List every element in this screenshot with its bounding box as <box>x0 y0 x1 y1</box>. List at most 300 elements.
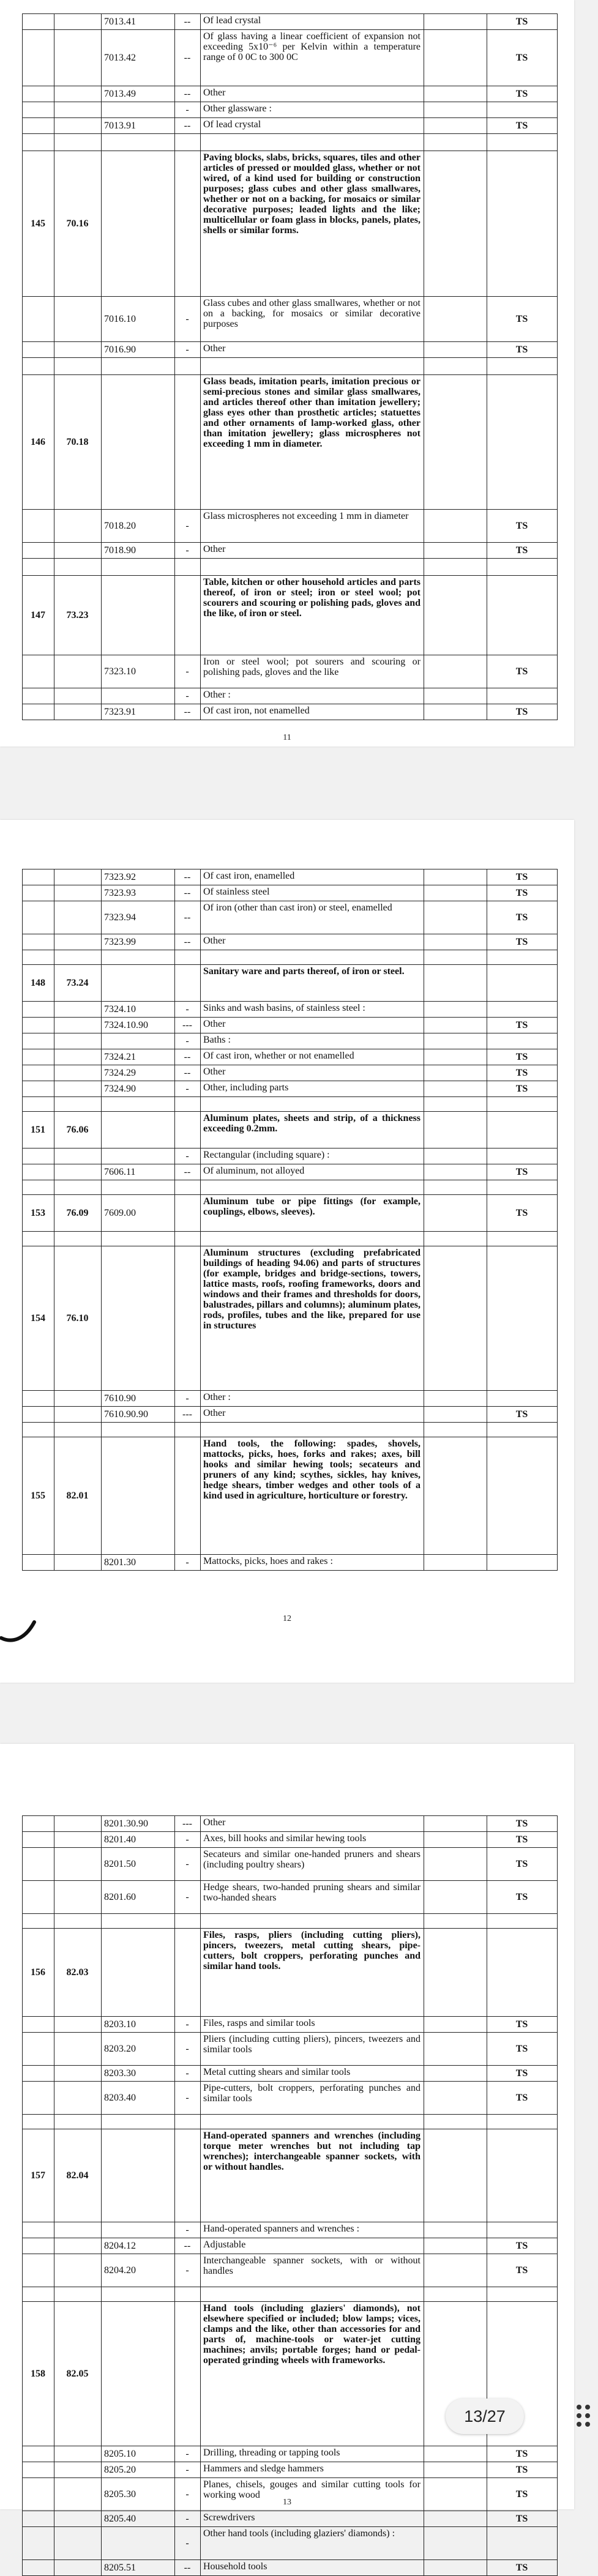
blank-column-cell <box>424 964 487 1001</box>
hs-code-cell: 8204.20 <box>104 2265 136 2276</box>
blank-column-cell <box>424 2287 487 2301</box>
heading-code-cell <box>54 2559 101 2575</box>
hs-code-cell <box>101 2129 174 2222</box>
dash-level-cell: -- <box>184 887 191 898</box>
serial-no-cell: 147 <box>31 609 45 620</box>
description-cell: Other <box>203 936 226 946</box>
dash-level-cell: - <box>185 2043 189 2054</box>
serial-no-cell <box>22 2446 54 2462</box>
serial-no-cell <box>22 1049 54 1065</box>
description-cell <box>200 950 424 964</box>
hs-code-cell <box>101 1180 174 1194</box>
hs-code-cell: 8201.30 <box>104 1557 136 1568</box>
row-rule <box>22 1017 557 1018</box>
blank-column-cell <box>424 1406 487 1422</box>
heading-code-cell <box>54 2016 101 2032</box>
ts-mark-cell: TS <box>515 887 528 898</box>
dash-level-cell: - <box>185 545 189 556</box>
blank-column-cell <box>424 655 487 688</box>
blank-column-cell <box>424 1437 487 1554</box>
dash-level-cell: -- <box>184 88 191 99</box>
serial-no-cell <box>22 2016 54 2032</box>
column-rule <box>22 869 23 1571</box>
ts-mark-cell: TS <box>515 2513 528 2524</box>
heading-code-cell <box>54 934 101 950</box>
row-rule <box>22 2065 557 2066</box>
dash-level-cell <box>174 1096 200 1111</box>
ts-mark-cell <box>487 964 557 1001</box>
serial-no-cell <box>22 655 54 688</box>
description-cell: Other <box>203 343 226 354</box>
ts-mark-cell: TS <box>515 120 528 131</box>
column-rule <box>22 13 23 720</box>
dash-level-cell <box>174 950 200 964</box>
ts-mark-cell <box>487 357 557 374</box>
hs-code-cell: 8201.40 <box>104 1834 136 1845</box>
table-row <box>0 13 574 29</box>
description-cell: Adjustable <box>203 2239 246 2250</box>
ts-mark-cell: TS <box>515 2092 528 2103</box>
hs-code-cell: 7013.41 <box>104 16 136 27</box>
ts-mark-cell: TS <box>515 1858 528 1869</box>
blank-column-cell <box>424 2016 487 2032</box>
row-rule <box>22 1928 557 1929</box>
description-cell <box>200 1180 424 1194</box>
table-row <box>0 964 574 1001</box>
table-row <box>0 575 574 655</box>
table-row <box>0 950 574 964</box>
ts-mark-cell <box>487 2222 557 2238</box>
serial-no-cell <box>22 1164 54 1180</box>
page-number: 12 <box>283 1614 291 1623</box>
hs-code-cell: 8205.20 <box>104 2464 136 2475</box>
table-row <box>0 2526 574 2559</box>
serial-no-cell: 156 <box>31 1967 45 1978</box>
row-rule <box>22 2032 557 2033</box>
row-rule <box>22 2114 557 2115</box>
heading-code-cell <box>54 1554 101 1570</box>
hs-code-cell: 8205.10 <box>104 2448 136 2459</box>
description-cell: Drilling, threading or tapping tools <box>203 2448 340 2458</box>
blank-column-cell <box>424 151 487 296</box>
dash-level-cell: -- <box>184 2562 191 2573</box>
row-rule <box>22 1096 557 1097</box>
row-rule <box>22 2301 557 2302</box>
serial-no-cell <box>22 2114 54 2129</box>
heading-code-cell <box>54 2511 101 2526</box>
page-indicator[interactable]: 13/27 <box>446 2399 524 2434</box>
description-cell: Other <box>203 544 226 554</box>
hs-code-cell <box>101 1111 174 1148</box>
description-cell <box>200 357 424 374</box>
heading-code-cell: 76.10 <box>66 1312 89 1323</box>
row-rule <box>22 964 557 965</box>
serial-no-cell <box>22 509 54 542</box>
hs-code-cell: 7018.20 <box>104 520 136 531</box>
heading-code-cell <box>54 102 101 117</box>
description-cell: Glass beads, imitation pearls, imitation precious or semi-precious stones and similar glass smallwares, and articles thereof other than imitation jewellery; glass eyes other than prosthetic articles; statuettes and other ornaments of lamp-worked glass, other than imitation jewellery; glass microspheres not exceeding 1 mm in diameter. <box>203 376 420 449</box>
dash-level-cell: - <box>185 2068 189 2079</box>
table-row <box>0 869 574 885</box>
serial-no-cell <box>22 357 54 374</box>
serial-no-cell <box>22 542 54 558</box>
ts-mark-cell: TS <box>515 1019 528 1030</box>
row-rule <box>22 2526 557 2527</box>
table-row <box>0 2446 574 2462</box>
description-cell: Other <box>203 1067 226 1077</box>
column-rule <box>22 1815 23 2576</box>
heading-code-cell <box>54 1406 101 1422</box>
heading-code-cell <box>54 86 101 102</box>
blank-column-cell <box>424 542 487 558</box>
heading-code-cell <box>54 2446 101 2462</box>
dash-level-cell <box>174 1437 200 1554</box>
dash-level-cell: - <box>185 2265 189 2276</box>
dash-level-cell: - <box>185 1003 189 1014</box>
blank-column-cell <box>424 558 487 575</box>
heading-code-cell <box>54 558 101 575</box>
table-row <box>0 655 574 688</box>
serial-no-cell <box>22 704 54 720</box>
ts-mark-cell <box>487 575 557 655</box>
serial-no-cell <box>22 2287 54 2301</box>
page-number: 13 <box>283 2498 291 2507</box>
hs-code-cell: 7013.91 <box>104 120 136 131</box>
heading-code-cell <box>54 1422 101 1437</box>
serial-no-cell <box>22 1001 54 1017</box>
description-cell: Files, rasps, pliers (including cutting pliers), pincers, tweezers, metal cutting shears, pipe-cutters, bolt croppers, perforating punches and similar hand tools. <box>203 1930 420 1971</box>
table-row <box>0 1049 574 1065</box>
dash-level-cell <box>174 1111 200 1148</box>
dash-level-cell <box>174 2129 200 2222</box>
description-cell: Hammers and sledge hammers <box>203 2463 324 2474</box>
hs-code-cell <box>101 575 174 655</box>
serial-no-cell <box>22 2559 54 2575</box>
hs-code-cell <box>101 1148 174 1164</box>
blank-column-cell <box>424 1148 487 1164</box>
blank-column-cell <box>424 2065 487 2081</box>
serial-no-cell <box>22 133 54 151</box>
hs-code-cell <box>101 950 174 964</box>
hs-code-cell <box>101 688 174 704</box>
blank-column-cell <box>424 1554 487 1570</box>
serial-no-cell <box>22 2238 54 2254</box>
blank-column-cell <box>424 2222 487 2238</box>
hs-code-cell: 8203.10 <box>104 2019 136 2030</box>
serial-no-cell <box>22 1231 54 1246</box>
blank-column-cell <box>424 296 487 341</box>
hs-code-cell <box>101 102 174 117</box>
dash-level-cell: - <box>185 104 189 115</box>
ts-mark-cell: TS <box>515 666 528 677</box>
table-row <box>0 1928 574 2016</box>
dash-level-cell: --- <box>182 1818 192 1829</box>
blank-column-cell <box>424 885 487 901</box>
description-cell: Of iron (other than cast iron) or steel, enamelled <box>203 903 392 913</box>
blank-column-cell <box>424 2129 487 2222</box>
blank-column-cell <box>424 1831 487 1847</box>
dash-level-cell: - <box>185 2092 189 2103</box>
dash-level-cell: -- <box>184 912 191 923</box>
ts-mark-cell <box>487 2526 557 2559</box>
blank-column-cell <box>424 1180 487 1194</box>
heading-code-cell <box>54 2254 101 2287</box>
ts-mark-cell <box>487 1928 557 2016</box>
ts-mark-cell: TS <box>515 2464 528 2475</box>
table-row <box>0 1164 574 1180</box>
table-row <box>0 296 574 341</box>
ts-mark-cell: TS <box>515 1067 528 1078</box>
heading-code-cell <box>54 1913 101 1928</box>
heading-code-cell: 73.24 <box>66 977 89 988</box>
ts-mark-cell <box>487 1913 557 1928</box>
hs-code-cell <box>101 2222 174 2238</box>
heading-code-cell <box>54 2526 101 2559</box>
page-number: 11 <box>283 733 291 742</box>
heading-code-cell <box>54 2238 101 2254</box>
hs-code-cell: 8204.12 <box>104 2240 136 2251</box>
table-row <box>0 1422 574 1437</box>
table-row <box>0 688 574 704</box>
hs-code-cell: 7610.90 <box>104 1393 136 1404</box>
dash-level-cell <box>174 964 200 1001</box>
serial-no-cell <box>22 1847 54 1880</box>
heading-code-cell <box>54 509 101 542</box>
heading-code-cell <box>54 2462 101 2477</box>
table-row <box>0 2254 574 2287</box>
hs-code-cell: 8201.60 <box>104 1891 136 1902</box>
ts-mark-cell <box>487 1554 557 1570</box>
table-row <box>0 1406 574 1422</box>
ts-mark-cell <box>487 2129 557 2222</box>
row-rule <box>22 558 557 559</box>
serial-no-cell <box>22 1913 54 1928</box>
hs-code-cell: 7609.00 <box>104 1207 136 1218</box>
ts-mark-cell <box>487 1390 557 1406</box>
ts-mark-cell: TS <box>515 1083 528 1094</box>
description-cell: Files, rasps and similar tools <box>203 2018 315 2028</box>
ts-mark-cell: TS <box>515 52 528 63</box>
grid-dots-icon[interactable] <box>575 2403 596 2428</box>
row-rule <box>22 1390 557 1391</box>
row-rule <box>22 13 557 14</box>
blank-column-cell <box>424 2446 487 2462</box>
row-rule <box>22 1847 557 1848</box>
blank-column-cell <box>424 102 487 117</box>
ts-mark-cell: TS <box>515 2448 528 2459</box>
ts-mark-cell <box>487 133 557 151</box>
dash-level-cell <box>174 1194 200 1231</box>
blank-column-cell <box>424 901 487 934</box>
heading-code-cell <box>54 341 101 357</box>
hs-code-cell: 7016.90 <box>104 344 136 355</box>
row-rule <box>22 1422 557 1423</box>
dash-level-cell <box>174 133 200 151</box>
serial-no-cell <box>22 885 54 901</box>
description-cell: Glass cubes and other glass smallwares, whether or not on a backing, for mosaics or similar decorative purposes <box>203 298 420 329</box>
blank-column-cell <box>424 1081 487 1096</box>
blank-column-cell <box>424 1033 487 1049</box>
table-row <box>0 2222 574 2238</box>
serial-no-cell: 154 <box>31 1312 45 1323</box>
column-rule <box>174 13 175 720</box>
heading-code-cell: 82.05 <box>66 2368 89 2379</box>
table-row <box>0 133 574 151</box>
table-row <box>0 2287 574 2301</box>
table-row <box>0 374 574 509</box>
hs-code-cell <box>101 2301 174 2446</box>
ts-mark-cell <box>487 1231 557 1246</box>
ts-mark-cell: TS <box>515 520 528 531</box>
description-cell: Metal cutting shears and similar tools <box>203 2067 351 2077</box>
ts-mark-cell <box>487 1111 557 1148</box>
heading-code-cell <box>54 1231 101 1246</box>
ts-mark-cell: TS <box>515 16 528 27</box>
table-row <box>0 509 574 542</box>
table-row <box>0 1096 574 1111</box>
ts-mark-cell: TS <box>515 1409 528 1420</box>
ts-mark-cell <box>487 1148 557 1164</box>
column-rule <box>200 13 201 720</box>
table-row <box>0 151 574 296</box>
description-cell: Mattocks, picks, hoes and rakes : <box>203 1556 333 1566</box>
hs-code-cell: 8201.30.90 <box>104 1818 148 1829</box>
dash-level-cell: -- <box>184 1166 191 1177</box>
serial-no-cell <box>22 1180 54 1194</box>
ts-mark-cell <box>487 374 557 509</box>
heading-code-cell <box>54 704 101 720</box>
ts-mark-cell <box>487 151 557 296</box>
serial-no-cell <box>22 869 54 885</box>
serial-no-cell <box>22 2032 54 2065</box>
description-cell: Sinks and wash basins, of stainless steel : <box>203 1003 365 1013</box>
description-cell: Of cast iron, whether or not enamelled <box>203 1051 354 1061</box>
description-cell: Other glassware : <box>203 103 272 114</box>
table-row <box>0 1180 574 1194</box>
ts-mark-cell: TS <box>515 2019 528 2030</box>
description-cell: Other <box>203 1019 226 1029</box>
hs-code-cell <box>101 2526 174 2559</box>
hs-code-cell: 7324.90 <box>104 1083 136 1094</box>
ts-mark-cell: TS <box>515 2043 528 2054</box>
ts-mark-cell: TS <box>515 2562 528 2573</box>
dash-level-cell: - <box>185 2537 189 2548</box>
blank-column-cell <box>424 2526 487 2559</box>
table-row <box>0 102 574 117</box>
serial-no-cell <box>22 2222 54 2238</box>
hs-code-cell: 7323.10 <box>104 666 136 677</box>
heading-code-cell <box>54 688 101 704</box>
heading-code-cell <box>54 1148 101 1164</box>
dash-level-cell: -- <box>184 871 191 882</box>
document-page-11 <box>0 0 574 746</box>
description-cell <box>200 133 424 151</box>
description-cell: Screwdrivers <box>203 2512 255 2523</box>
blank-column-cell <box>424 133 487 151</box>
ts-mark-cell: TS <box>515 313 528 324</box>
dash-level-cell: - <box>185 1150 189 1161</box>
description-cell: Other <box>203 1408 226 1418</box>
table-row <box>0 2032 574 2065</box>
hs-code-cell: 8205.30 <box>104 2489 136 2500</box>
dash-level-cell: - <box>185 2019 189 2030</box>
hs-code-cell: 8205.40 <box>104 2513 136 2524</box>
hs-code-cell: 7323.91 <box>104 706 136 717</box>
blank-column-cell <box>424 1111 487 1148</box>
dash-level-cell: - <box>185 344 189 355</box>
blank-column-cell <box>424 357 487 374</box>
description-cell <box>200 1913 424 1928</box>
ts-mark-cell: TS <box>515 2068 528 2079</box>
serial-no-cell <box>22 1017 54 1033</box>
blank-column-cell <box>424 2462 487 2477</box>
serial-no-cell <box>22 2254 54 2287</box>
heading-code-cell <box>54 1815 101 1831</box>
blank-column-cell <box>424 2254 487 2287</box>
description-cell: Glass microspheres not exceeding 1 mm in diameter <box>203 511 409 521</box>
serial-no-cell: 155 <box>31 1490 45 1501</box>
row-rule <box>22 296 557 297</box>
blank-column-cell <box>424 575 487 655</box>
heading-code-cell <box>54 1065 101 1081</box>
ts-mark-cell: TS <box>515 1818 528 1829</box>
description-cell: Hand tools (including glaziers' diamonds), not elsewhere specified or included; blow lamps; vices, clamps and the like, other than accessories for and parts of, machine-tools or water-jet cutting machines; anvils; portable forges; hand or pedal-operated grinding wheels with frameworks. <box>203 2303 420 2366</box>
ts-mark-cell: TS <box>515 706 528 717</box>
description-cell: Rectangular (including square) : <box>203 1150 330 1160</box>
dash-level-cell <box>174 1231 200 1246</box>
table-row <box>0 1831 574 1847</box>
serial-no-cell <box>22 1148 54 1164</box>
heading-code-cell <box>54 885 101 901</box>
description-cell: Baths : <box>203 1035 231 1045</box>
hs-code-cell <box>101 2114 174 2129</box>
table-row <box>0 2129 574 2222</box>
heading-code-cell <box>54 2081 101 2114</box>
blank-column-cell <box>424 1164 487 1180</box>
heading-code-cell <box>54 1049 101 1065</box>
heading-code-cell <box>54 1180 101 1194</box>
column-rule <box>557 1815 558 2576</box>
description-cell <box>200 1096 424 1111</box>
dash-level-cell <box>174 374 200 509</box>
dash-level-cell <box>174 1422 200 1437</box>
dash-level-cell: -- <box>184 16 191 27</box>
hs-code-cell: 7013.42 <box>104 52 136 63</box>
dash-level-cell: - <box>185 2489 189 2500</box>
blank-column-cell <box>424 2559 487 2575</box>
description-cell: Of glass having a linear coefficient of expansion not exceeding 5x10⁻⁶ per Kelvin within a temperature range of 0 0C to 300 0C <box>203 31 420 62</box>
serial-no-cell <box>22 1033 54 1049</box>
row-rule <box>22 341 557 342</box>
blank-column-cell <box>424 1194 487 1231</box>
hs-code-cell: 7606.11 <box>104 1166 136 1177</box>
column-rule <box>200 1815 201 2576</box>
table-row <box>0 1001 574 1017</box>
dash-level-cell: --- <box>182 1409 192 1420</box>
serial-no-cell <box>22 901 54 934</box>
document-page-13 <box>0 1744 574 2573</box>
dash-level-cell: - <box>185 520 189 531</box>
description-cell: Hand tools, the following: spades, shovels, mattocks, picks, hoes, forks and rakes; axes, bill hooks and similar hewing tools; secateurs and pruners of any kind; scythes, sickles, hay knives, hedge shears, timber wedges and other tools of a kind used in agriculture, horticulture or forestry. <box>203 1439 420 1501</box>
hs-code-cell: 7324.21 <box>104 1051 136 1062</box>
ts-mark-cell <box>487 1096 557 1111</box>
serial-no-cell <box>22 29 54 86</box>
blank-column-cell <box>424 509 487 542</box>
serial-no-cell <box>22 1422 54 1437</box>
heading-code-cell: 82.03 <box>66 1967 89 1978</box>
table-row <box>0 2462 574 2477</box>
serial-no-cell <box>22 2511 54 2526</box>
